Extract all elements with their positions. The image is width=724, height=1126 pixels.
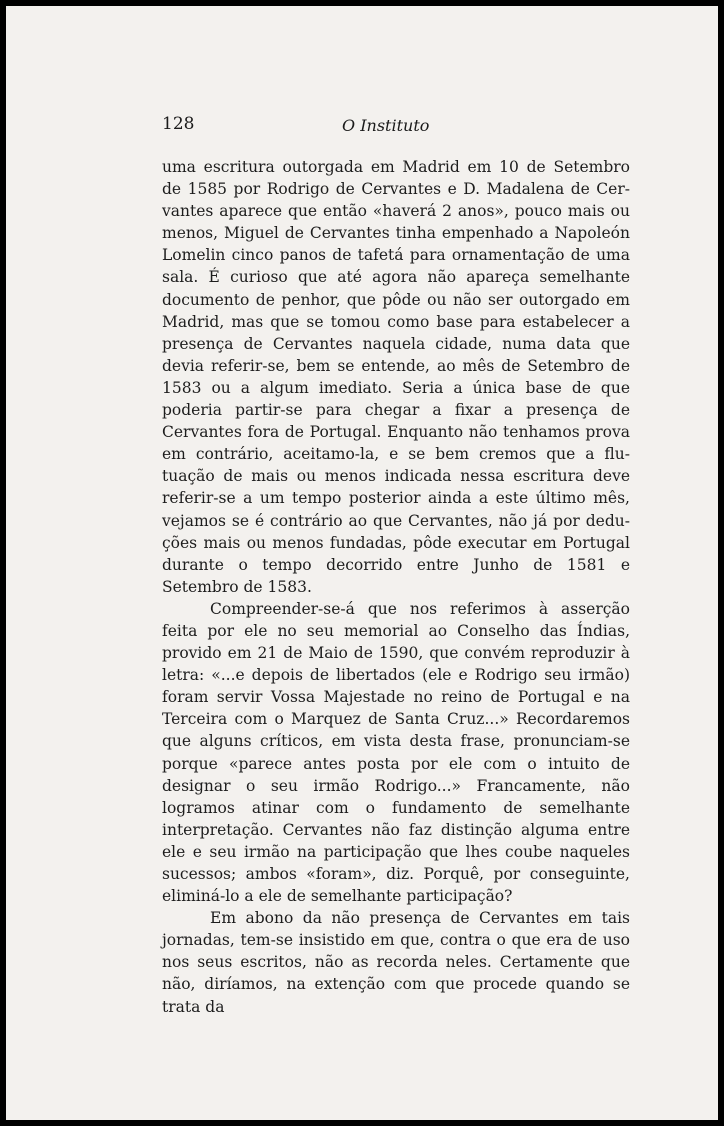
page-header (162, 114, 632, 138)
running-title: O Instituto (342, 116, 430, 135)
paragraph-2: Compreender-se-á que nos referimos à asserção feita por ele no seu memorial ao Conselho das Índias, provido em 21 de Maio de 1590, que convém reproduzir à letra: «...e depois de libertados (ele e Rodrigo seu irmão) foram servir Vossa Majestade no reino de Portugal e na Terceira com o Marquez de Santa Cruz...» Recordaremos que alguns críticos, em vista desta frase, pronunciam-se porque «parece antes posta por ele com o intuito de designar o seu irmão Rodrigo...» Francamente, não logramos atinar com o fundamento de semelhante interpretação. Cervantes não faz distinção alguma entre ele e seu irmão na participação que lhes coube naqueles sucessos; ambos «foram», diz. Porquê, por conseguinte, eliminá-lo a ele de semelhante participação? (162, 599, 630, 906)
paragraph-1: uma escritura outorgada em Madrid em 10 de Setembro de 1585 por Rodrigo de Cervantes e D. Madalena de Cervantes aparece que então «haverá 2 anos», pouco mais ou menos, Miguel de Cervantes tinha empenhado a Napoleón Lomelin cinco panos de tafetá para ornamentação de uma sala. É curioso que até agora não apareça semelhante documento de penhor, que pôde ou não ser outorgado em Madrid, mas que se tomou como base para estabelecer a presença de Cervantes naquela cidade, numa data que devia referir-se, bem se entende, ao mês de Setembro de 1583 ou a algum imediato. Seria a única base de que poderia partir-se para chegar a fixar a presença de Cervantes fora de Portugal. Enquanto não tenhamos prova em contrário, aceitamo-la, e se bem cremos que a flutuação de mais ou menos indicada nessa escritura deve referir-se a um tempo posterior ainda a este último mês, vejamos se é contrário ao que Cervantes, não já por deduções mais ou menos fundadas, pôde executar em Portugal durante o tempo decorrido entre Junho de 1581 e Setembro de 1583. (162, 158, 630, 596)
paragraph-3: Em abono da não presença de Cervantes em tais jornadas, tem-se insistido em que, contra o que era de uso nos seus escritos, não as recorda neles. Certamente que não, diríamos, na extenção com que procede quando se trata da (162, 909, 630, 1016)
page-number: 128 (162, 114, 195, 134)
book-page (6, 6, 718, 1120)
body-text (162, 156, 630, 1018)
